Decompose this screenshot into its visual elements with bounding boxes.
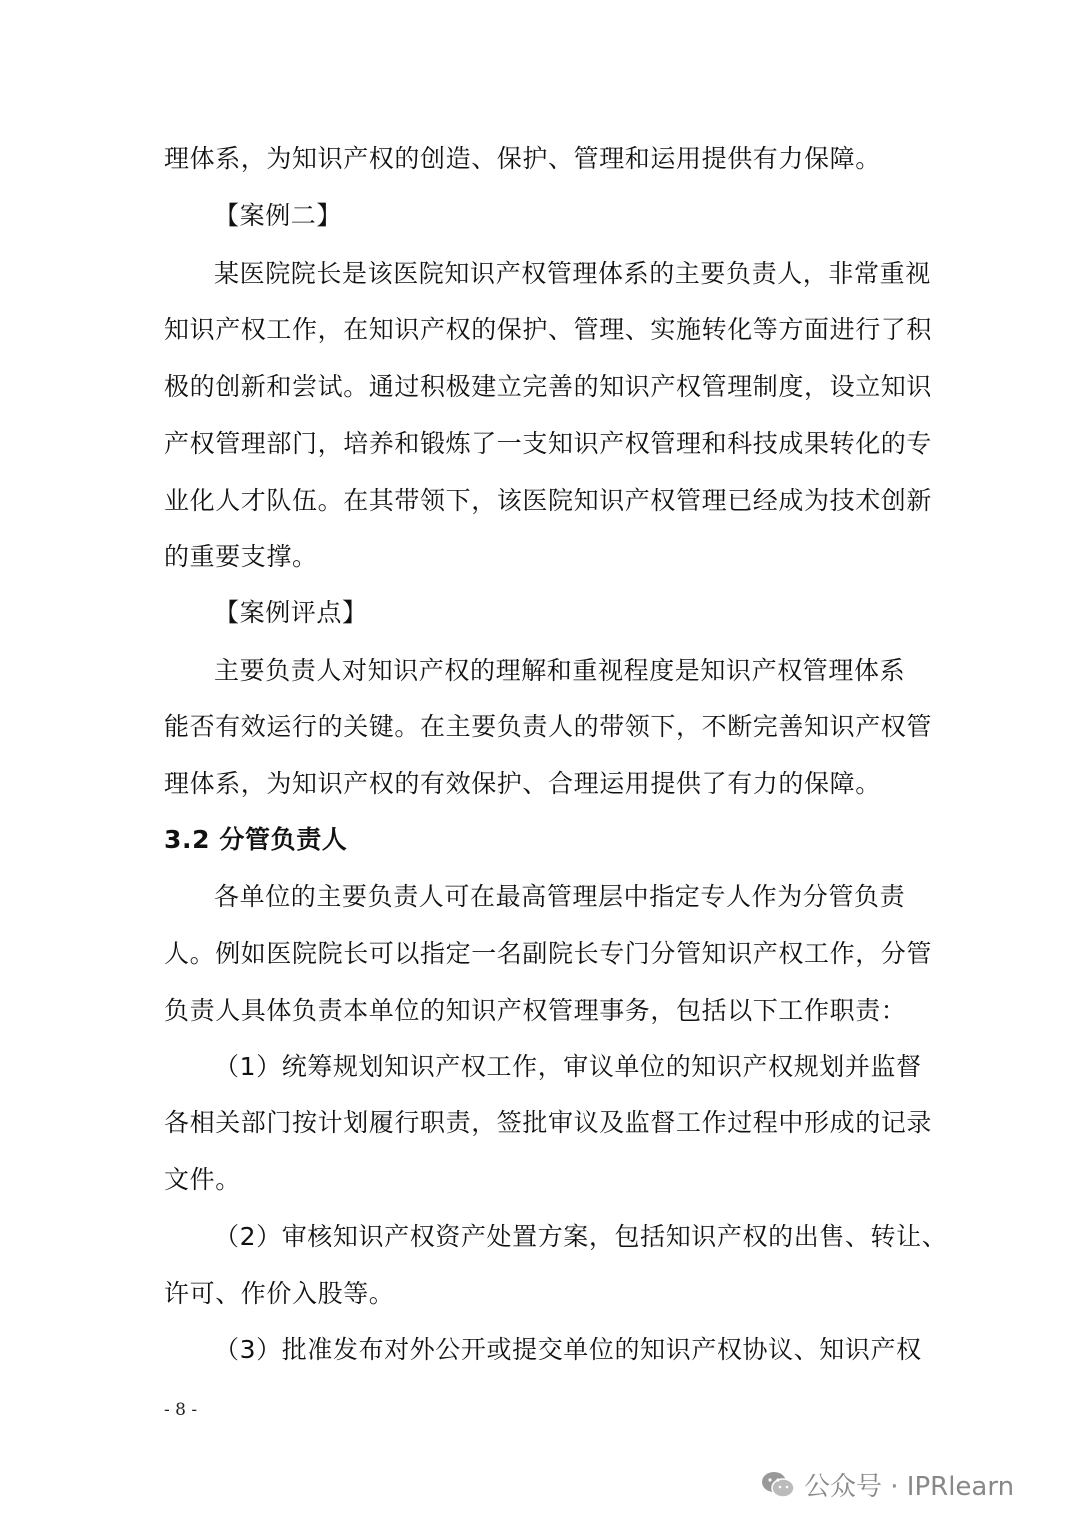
text-line: 的重要支撑。 [164, 542, 318, 571]
text-line: 各单位的主要负责人可在最高管理层中指定专人作为分管负责 [214, 882, 906, 911]
text-line: 极的创新和尝试。通过积极建立完善的知识产权管理制度，设立知识 [164, 372, 933, 401]
watermark [760, 1466, 1014, 1503]
text-line: 知识产权工作，在知识产权的保护、管理、实施转化等方面进行了积 [164, 315, 933, 344]
text-line: 产权管理部门，培养和锻炼了一支知识产权管理和科技成果转化的专 [164, 429, 933, 458]
text-line: 文件。 [164, 1165, 241, 1194]
case-comment-heading: 【案例评点】 [214, 598, 368, 627]
text-line: 某医院院长是该医院知识产权管理体系的主要负责人，非常重视 [214, 259, 931, 288]
text-line: 主要负责人对知识产权的理解和重视程度是知识产权管理体系 [214, 656, 906, 685]
list-item: （2）审核知识产权资产处置方案，包括知识产权的出售、转让、 [214, 1222, 948, 1251]
text-line: 理体系，为知识产权的创造、保护、管理和运用提供有力保障。 [164, 144, 881, 173]
text-line: 理体系，为知识产权的有效保护、合理运用提供了有力的保障。 [164, 769, 881, 798]
text-line: 各相关部门按计划履行职责，签批审议及监督工作过程中形成的记录 [164, 1108, 933, 1137]
list-item: （1）统筹规划知识产权工作，审议单位的知识产权规划并监督 [214, 1052, 922, 1081]
text-line: 许可、作价入股等。 [164, 1279, 395, 1308]
case-heading: 【案例二】 [214, 201, 343, 230]
text-line: 负责人具体负责本单位的知识产权管理事务，包括以下工作职责： [164, 996, 907, 1025]
watermark-text: 公众号 · IPRlearn [804, 1472, 1015, 1502]
wechat-icon [760, 1470, 796, 1500]
page-number: - 8 - [164, 1400, 198, 1420]
text-line: 能否有效运行的关键。在主要负责人的带领下，不断完善知识产权管 [164, 712, 933, 741]
section-heading: 3.2 分管负责人 [164, 825, 348, 854]
list-item: （3）批准发布对外公开或提交单位的知识产权协议、知识产权 [214, 1335, 922, 1364]
text-line: 人。例如医院院长可以指定一名副院长专门分管知识产权工作，分管 [164, 939, 933, 968]
text-line: 业化人才队伍。在其带领下，该医院知识产权管理已经成为技术创新 [164, 486, 933, 515]
